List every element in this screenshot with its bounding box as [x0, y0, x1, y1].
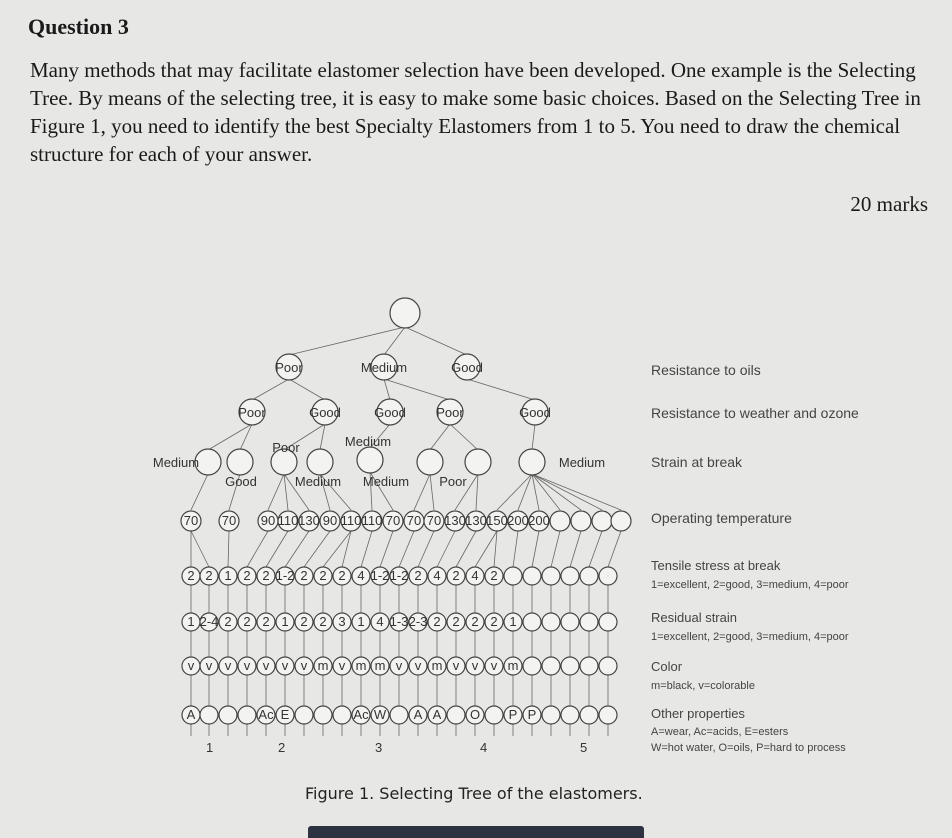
other-node-21 [580, 706, 598, 724]
temp-node-19 [611, 511, 631, 531]
residual-label-4: 2 [262, 614, 270, 629]
temp-label-9: 70 [406, 513, 422, 528]
residual-label-8: 3 [338, 614, 346, 629]
tree-edge [532, 474, 602, 510]
bottom-bar [308, 826, 644, 838]
tree-edge [191, 474, 208, 510]
tree-edge [570, 531, 581, 567]
residual-node-22 [599, 613, 617, 631]
tree-edge [494, 531, 497, 567]
temp-node-16 [550, 511, 570, 531]
other-label-17: P [508, 707, 518, 722]
strain-node-7 [519, 449, 545, 475]
tree-root-node [390, 298, 420, 328]
color-label-0: v [187, 658, 195, 673]
color-label-17: m [507, 658, 519, 673]
tree-edge [467, 379, 535, 400]
temp-label-10: 70 [426, 513, 442, 528]
temp-label-4: 130 [298, 513, 320, 528]
temp-label-0: 70 [183, 513, 199, 528]
other-node-14 [447, 706, 465, 724]
color-node-19 [542, 657, 560, 675]
tensile-label-9: 4 [357, 568, 365, 583]
answer-number-4: 4 [480, 740, 488, 755]
figure-caption: Figure 1. Selecting Tree of the elastomers. [305, 784, 643, 803]
other-label-5: E [280, 707, 290, 722]
tree-edge [430, 424, 450, 450]
tensile-label-15: 4 [471, 568, 479, 583]
tensile-node-21 [580, 567, 598, 585]
tree-edge [532, 474, 581, 510]
other-node-3 [238, 706, 256, 724]
strain-sublabel-0: Good [225, 474, 257, 489]
tensile-label-6: 2 [300, 568, 308, 583]
color-label-4: v [262, 658, 270, 673]
level-label-temp: Operating temperature [651, 510, 792, 526]
color-label-5: v [281, 658, 289, 673]
residual-label-10: 4 [376, 614, 384, 629]
other-label-13: A [432, 707, 442, 722]
tree-edge [268, 474, 284, 510]
residual-label-14: 2 [452, 614, 460, 629]
level-label-residual: Residual strain [651, 610, 737, 625]
tree-edge [405, 327, 467, 355]
residual-label-1: 2-4 [199, 614, 219, 629]
strain-node-1 [227, 449, 253, 475]
level-key-other-2: W=hot water, O=oils, P=hard to process [651, 742, 846, 754]
tree-edge [247, 531, 268, 567]
temp-label-1: 70 [221, 513, 237, 528]
tree-edge [475, 531, 497, 567]
strain-label-3: Medium [558, 455, 606, 470]
color-label-13: m [431, 658, 443, 673]
tree-edge [191, 531, 209, 567]
residual-label-11: 1-3 [389, 614, 409, 629]
residual-node-19 [542, 613, 560, 631]
other-label-4: Ac [258, 707, 274, 722]
color-label-14: v [452, 658, 460, 673]
strain-sublabel-1: Medium [294, 474, 342, 489]
answer-number-5: 5 [580, 740, 588, 755]
strain-label-1: Poor [272, 440, 300, 455]
level-key-tensile: 1=excellent, 2=good, 3=medium, 4=poor [651, 579, 849, 591]
residual-label-2: 2 [224, 614, 232, 629]
tree-edge [285, 531, 309, 567]
color-label-10: m [374, 658, 386, 673]
level-label-oils: Resistance to oils [651, 362, 761, 378]
tree-edge [304, 531, 330, 567]
level-key-other-1: A=wear, Ac=acids, E=esters [651, 726, 789, 738]
temp-label-14: 200 [507, 513, 529, 528]
other-node-11 [390, 706, 408, 724]
tree-edge [589, 531, 602, 567]
answer-number-3: 3 [375, 740, 383, 755]
tree-edge [532, 424, 535, 450]
tree-edge [532, 474, 621, 510]
temp-label-5: 90 [322, 513, 338, 528]
temp-label-7: 110 [361, 513, 383, 528]
tensile-node-18 [523, 567, 541, 585]
tensile-label-0: 2 [187, 568, 195, 583]
color-node-22 [599, 657, 617, 675]
residual-label-0: 1 [187, 614, 195, 629]
residual-label-13: 2 [433, 614, 441, 629]
residual-label-12: 2-3 [408, 614, 428, 629]
other-node-1 [200, 706, 218, 724]
question-title: Question 3 [28, 14, 129, 39]
tensile-label-1: 2 [205, 568, 213, 583]
color-label-6: v [300, 658, 308, 673]
oil-label-2: Good [451, 360, 483, 375]
level-key-color: m=black, v=colorable [651, 680, 755, 692]
residual-label-6: 2 [300, 614, 308, 629]
tree-edge [289, 379, 325, 400]
tensile-label-3: 2 [243, 568, 251, 583]
other-label-15: O [469, 707, 481, 722]
temp-label-12: 130 [465, 513, 487, 528]
strain-sublabel-2: Medium [362, 474, 410, 489]
color-label-16: v [490, 658, 498, 673]
strain-node-5 [417, 449, 443, 475]
tree-edge [456, 531, 476, 567]
color-label-11: v [395, 658, 403, 673]
tree-edge [532, 531, 539, 567]
temp-node-18 [592, 511, 612, 531]
tree-edge [266, 531, 288, 567]
color-label-15: v [471, 658, 479, 673]
other-label-0: A [186, 707, 196, 722]
residual-node-20 [561, 613, 579, 631]
other-label-18: P [527, 707, 537, 722]
tree-edge [228, 531, 229, 567]
other-node-6 [295, 706, 313, 724]
tree-edge [380, 531, 393, 567]
tensile-label-14: 2 [452, 568, 460, 583]
residual-label-16: 2 [490, 614, 498, 629]
residual-label-5: 1 [281, 614, 289, 629]
oil-label-1: Medium [360, 360, 408, 375]
tensile-label-16: 2 [490, 568, 498, 583]
question-body: Many methods that may facilitate elastomer selection have been developed. One example is the Selecting Tree. By means of the selecting tree, it is easy to make some basic choices. Based on the Selecting Tree in Figure 1, you need to identify the best Specialty Elastomers from 1 to 5. You need to draw the chemical structure for each of your answer. [30, 58, 921, 166]
residual-label-15: 2 [471, 614, 479, 629]
residual-label-17: 1 [509, 614, 517, 629]
temp-label-3: 110 [277, 513, 299, 528]
level-label-color: Color [651, 659, 683, 674]
temp-label-2: 90 [260, 513, 276, 528]
other-node-16 [485, 706, 503, 724]
tensile-label-7: 2 [319, 568, 327, 583]
tree-edge [430, 474, 434, 510]
tree-edge [252, 379, 289, 400]
tensile-label-13: 4 [433, 568, 441, 583]
tensile-label-4: 2 [262, 568, 270, 583]
tree-edge [384, 379, 450, 400]
strain-label-2: Medium [344, 434, 392, 449]
tree-edge [320, 424, 325, 450]
color-label-2: v [224, 658, 232, 673]
weather-label-0: Poor [238, 405, 266, 420]
residual-label-7: 2 [319, 614, 327, 629]
tree-edge [450, 424, 478, 450]
strain-sublabel-3: Poor [439, 474, 467, 489]
color-label-1: v [205, 658, 213, 673]
strain-label-0: Medium [152, 455, 200, 470]
residual-label-3: 2 [243, 614, 251, 629]
weather-label-4: Good [519, 405, 551, 420]
level-label-other: Other properties [651, 706, 745, 721]
other-node-2 [219, 706, 237, 724]
other-node-22 [599, 706, 617, 724]
tree-edge [418, 531, 434, 567]
other-label-9: Ac [353, 707, 369, 722]
level-label-tensile: Tensile stress at break [651, 558, 781, 573]
temp-label-6: 110 [340, 513, 362, 528]
strain-node-6 [465, 449, 491, 475]
tensile-node-22 [599, 567, 617, 585]
tree-edge [551, 531, 560, 567]
other-node-19 [542, 706, 560, 724]
residual-label-9: 1 [357, 614, 365, 629]
tree-edge [513, 531, 518, 567]
tensile-node-20 [561, 567, 579, 585]
level-label-weather: Resistance to weather and ozone [651, 405, 859, 421]
level-label-strain: Strain at break [651, 454, 743, 470]
tensile-node-17 [504, 567, 522, 585]
other-node-7 [314, 706, 332, 724]
tree-edge [208, 424, 252, 450]
temp-label-8: 70 [385, 513, 401, 528]
tree-edge [361, 531, 372, 567]
color-node-20 [561, 657, 579, 675]
tensile-label-11: 1-2 [389, 568, 409, 583]
residual-node-21 [580, 613, 598, 631]
tree-edge [532, 474, 539, 510]
tensile-label-5: 1-2 [275, 568, 295, 583]
tree-edge [608, 531, 621, 567]
color-label-8: v [338, 658, 346, 673]
tensile-node-19 [542, 567, 560, 585]
oil-label-0: Poor [275, 360, 303, 375]
tensile-label-2: 1 [224, 568, 232, 583]
answer-number-1: 1 [206, 740, 214, 755]
weather-label-1: Good [309, 405, 341, 420]
tensile-label-10: 1-2 [370, 568, 390, 583]
other-node-20 [561, 706, 579, 724]
temp-node-17 [571, 511, 591, 531]
strain-node-4 [357, 447, 383, 473]
tree-edge [414, 474, 430, 510]
tree-edge [476, 474, 478, 510]
other-label-10: W [373, 707, 387, 722]
residual-node-18 [523, 613, 541, 631]
temp-label-13: 150 [486, 513, 508, 528]
tree-edge [437, 531, 455, 567]
color-node-21 [580, 657, 598, 675]
strain-node-3 [307, 449, 333, 475]
tree-edge [518, 474, 532, 510]
temp-label-11: 130 [444, 513, 466, 528]
level-key-residual: 1=excellent, 2=good, 3=medium, 4=poor [651, 631, 849, 643]
color-label-3: v [243, 658, 251, 673]
other-label-12: A [413, 707, 423, 722]
tensile-label-8: 2 [338, 568, 346, 583]
tree-edge [497, 474, 532, 510]
color-label-7: m [317, 658, 329, 673]
color-label-9: m [355, 658, 367, 673]
other-node-8 [333, 706, 351, 724]
tree-edge [399, 531, 414, 567]
color-label-12: v [414, 658, 422, 673]
marks-label: 20 marks [850, 192, 928, 216]
temp-label-15: 200 [528, 513, 550, 528]
weather-label-3: Poor [436, 405, 464, 420]
tree-edge [384, 379, 390, 400]
weather-label-2: Good [374, 405, 406, 420]
answer-number-2: 2 [278, 740, 286, 755]
tree-edges [191, 327, 621, 736]
color-node-18 [523, 657, 541, 675]
tensile-label-12: 2 [414, 568, 422, 583]
